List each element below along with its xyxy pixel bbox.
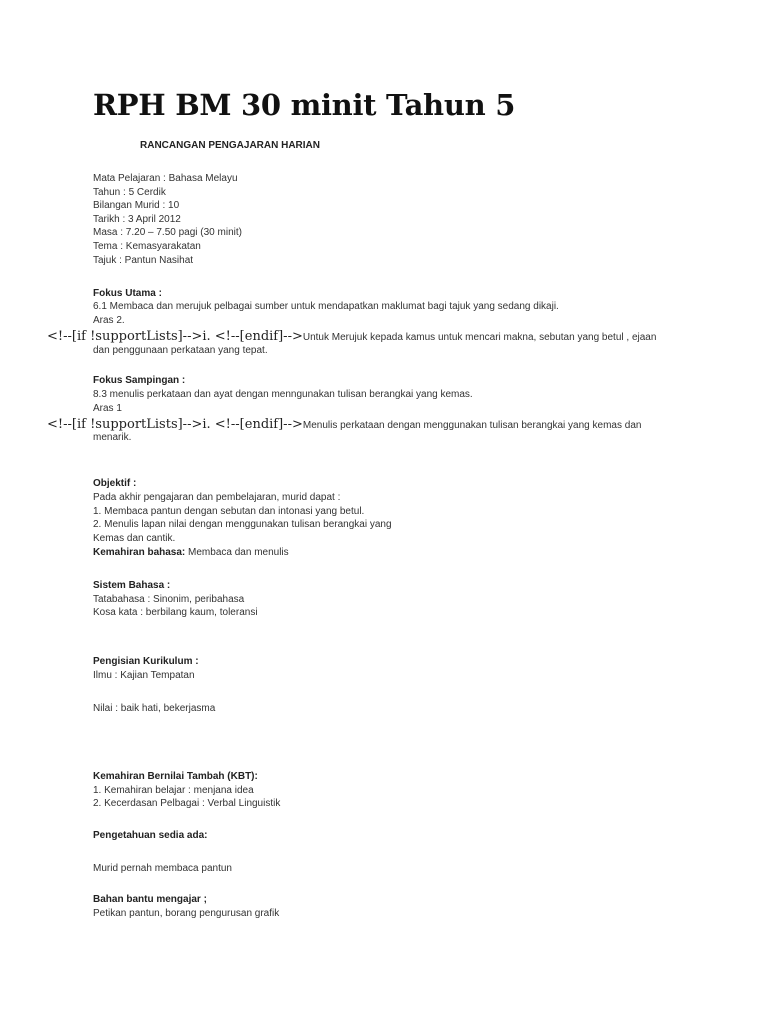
info-date: Tarikh : 3 April 2012 xyxy=(93,214,181,225)
fokus-utama-level: Aras 2. xyxy=(93,315,125,326)
conditional-comment-code: <!--[if !supportLists]-->i. <!--[endif]--> xyxy=(47,329,303,344)
pengisian-heading: Pengisian Kurikulum : xyxy=(93,656,199,667)
fokus-utama-list-item xyxy=(47,330,656,345)
objektif-heading: Objektif : xyxy=(93,478,137,489)
objektif-item-1: 1. Membaca pantun dengan sebutan dan intonasi yang betul. xyxy=(93,506,365,517)
info-year: Tahun : 5 Cerdik xyxy=(93,187,166,198)
sistem-bahasa-heading: Sistem Bahasa : xyxy=(93,580,171,591)
pengisian-nilai: Nilai : baik hati, bekerjasma xyxy=(93,703,216,714)
info-topic: Tajuk : Pantun Nasihat xyxy=(93,255,194,266)
kemahiran-bahasa-value: Membaca dan menulis xyxy=(185,547,289,558)
fokus-sampingan-list-item-cont: menarik. xyxy=(93,432,132,443)
objektif-item-2-cont: Kemas dan cantik. xyxy=(93,533,176,544)
info-subject: Mata Pelajaran : Bahasa Melayu xyxy=(93,173,238,184)
bahan-heading: Bahan bantu mengajar ; xyxy=(93,894,207,905)
pengetahuan-text: Murid pernah membaca pantun xyxy=(93,863,232,874)
kemahiran-bahasa-label: Kemahiran bahasa: xyxy=(93,547,186,558)
kemahiran-bahasa xyxy=(93,546,289,560)
list-item-text: Untuk Merujuk kepada kamus untuk mencari makna, sebutan yang betul , ejaan xyxy=(302,332,657,343)
info-student-count: Bilangan Murid : 10 xyxy=(93,200,180,211)
sistem-bahasa-tatabahasa: Tatabahasa : Sinonim, peribahasa xyxy=(93,594,245,605)
document-subtitle: RANCANGAN PENGAJARAN HARIAN xyxy=(140,140,321,151)
list-item-text: Menulis perkataan dengan menggunakan tulisan berangkai yang kemas dan xyxy=(302,420,642,431)
fokus-sampingan-line: 8.3 menulis perkataan dan ayat dengan menngunakan tulisan berangkai yang kemas. xyxy=(93,389,473,400)
kbt-item-1: 1. Kemahiran belajar : menjana idea xyxy=(93,785,254,796)
pengetahuan-heading: Pengetahuan sedia ada: xyxy=(93,830,208,841)
info-time: Masa : 7.20 – 7.50 pagi (30 minit) xyxy=(93,227,242,238)
fokus-sampingan-heading: Fokus Sampingan : xyxy=(93,375,186,386)
objektif-item-2: 2. Menulis lapan nilai dengan menggunakan tulisan berangkai yang xyxy=(93,519,392,530)
pengisian-ilmu: Ilmu : Kajian Tempatan xyxy=(93,670,195,681)
bahan-text: Petikan pantun, borang pengurusan grafik xyxy=(93,908,280,919)
sistem-bahasa-kosa-kata: Kosa kata : berbilang kaum, toleransi xyxy=(93,607,258,618)
kbt-item-2: 2. Kecerdasan Pelbagai : Verbal Linguistik xyxy=(93,798,281,809)
fokus-utama-line: 6.1 Membaca dan merujuk pelbagai sumber untuk mendapatkan maklumat bagi tajuk yang sedang dikaji. xyxy=(93,301,559,312)
kbt-heading: Kemahiran Bernilai Tambah (KBT): xyxy=(93,771,258,782)
fokus-sampingan-list-item xyxy=(47,418,641,433)
document-title: RPH BM 30 minit Tahun 5 xyxy=(93,88,516,122)
info-theme: Tema : Kemasyarakatan xyxy=(93,241,201,252)
fokus-sampingan-level: Aras 1 xyxy=(93,403,122,414)
fokus-utama-heading: Fokus Utama : xyxy=(93,288,162,299)
conditional-comment-code: <!--[if !supportLists]-->i. <!--[endif]--> xyxy=(47,417,303,432)
fokus-utama-list-item-cont: dan penggunaan perkataan yang tepat. xyxy=(93,345,268,356)
objektif-intro: Pada akhir pengajaran dan pembelajaran, murid dapat : xyxy=(93,492,341,503)
